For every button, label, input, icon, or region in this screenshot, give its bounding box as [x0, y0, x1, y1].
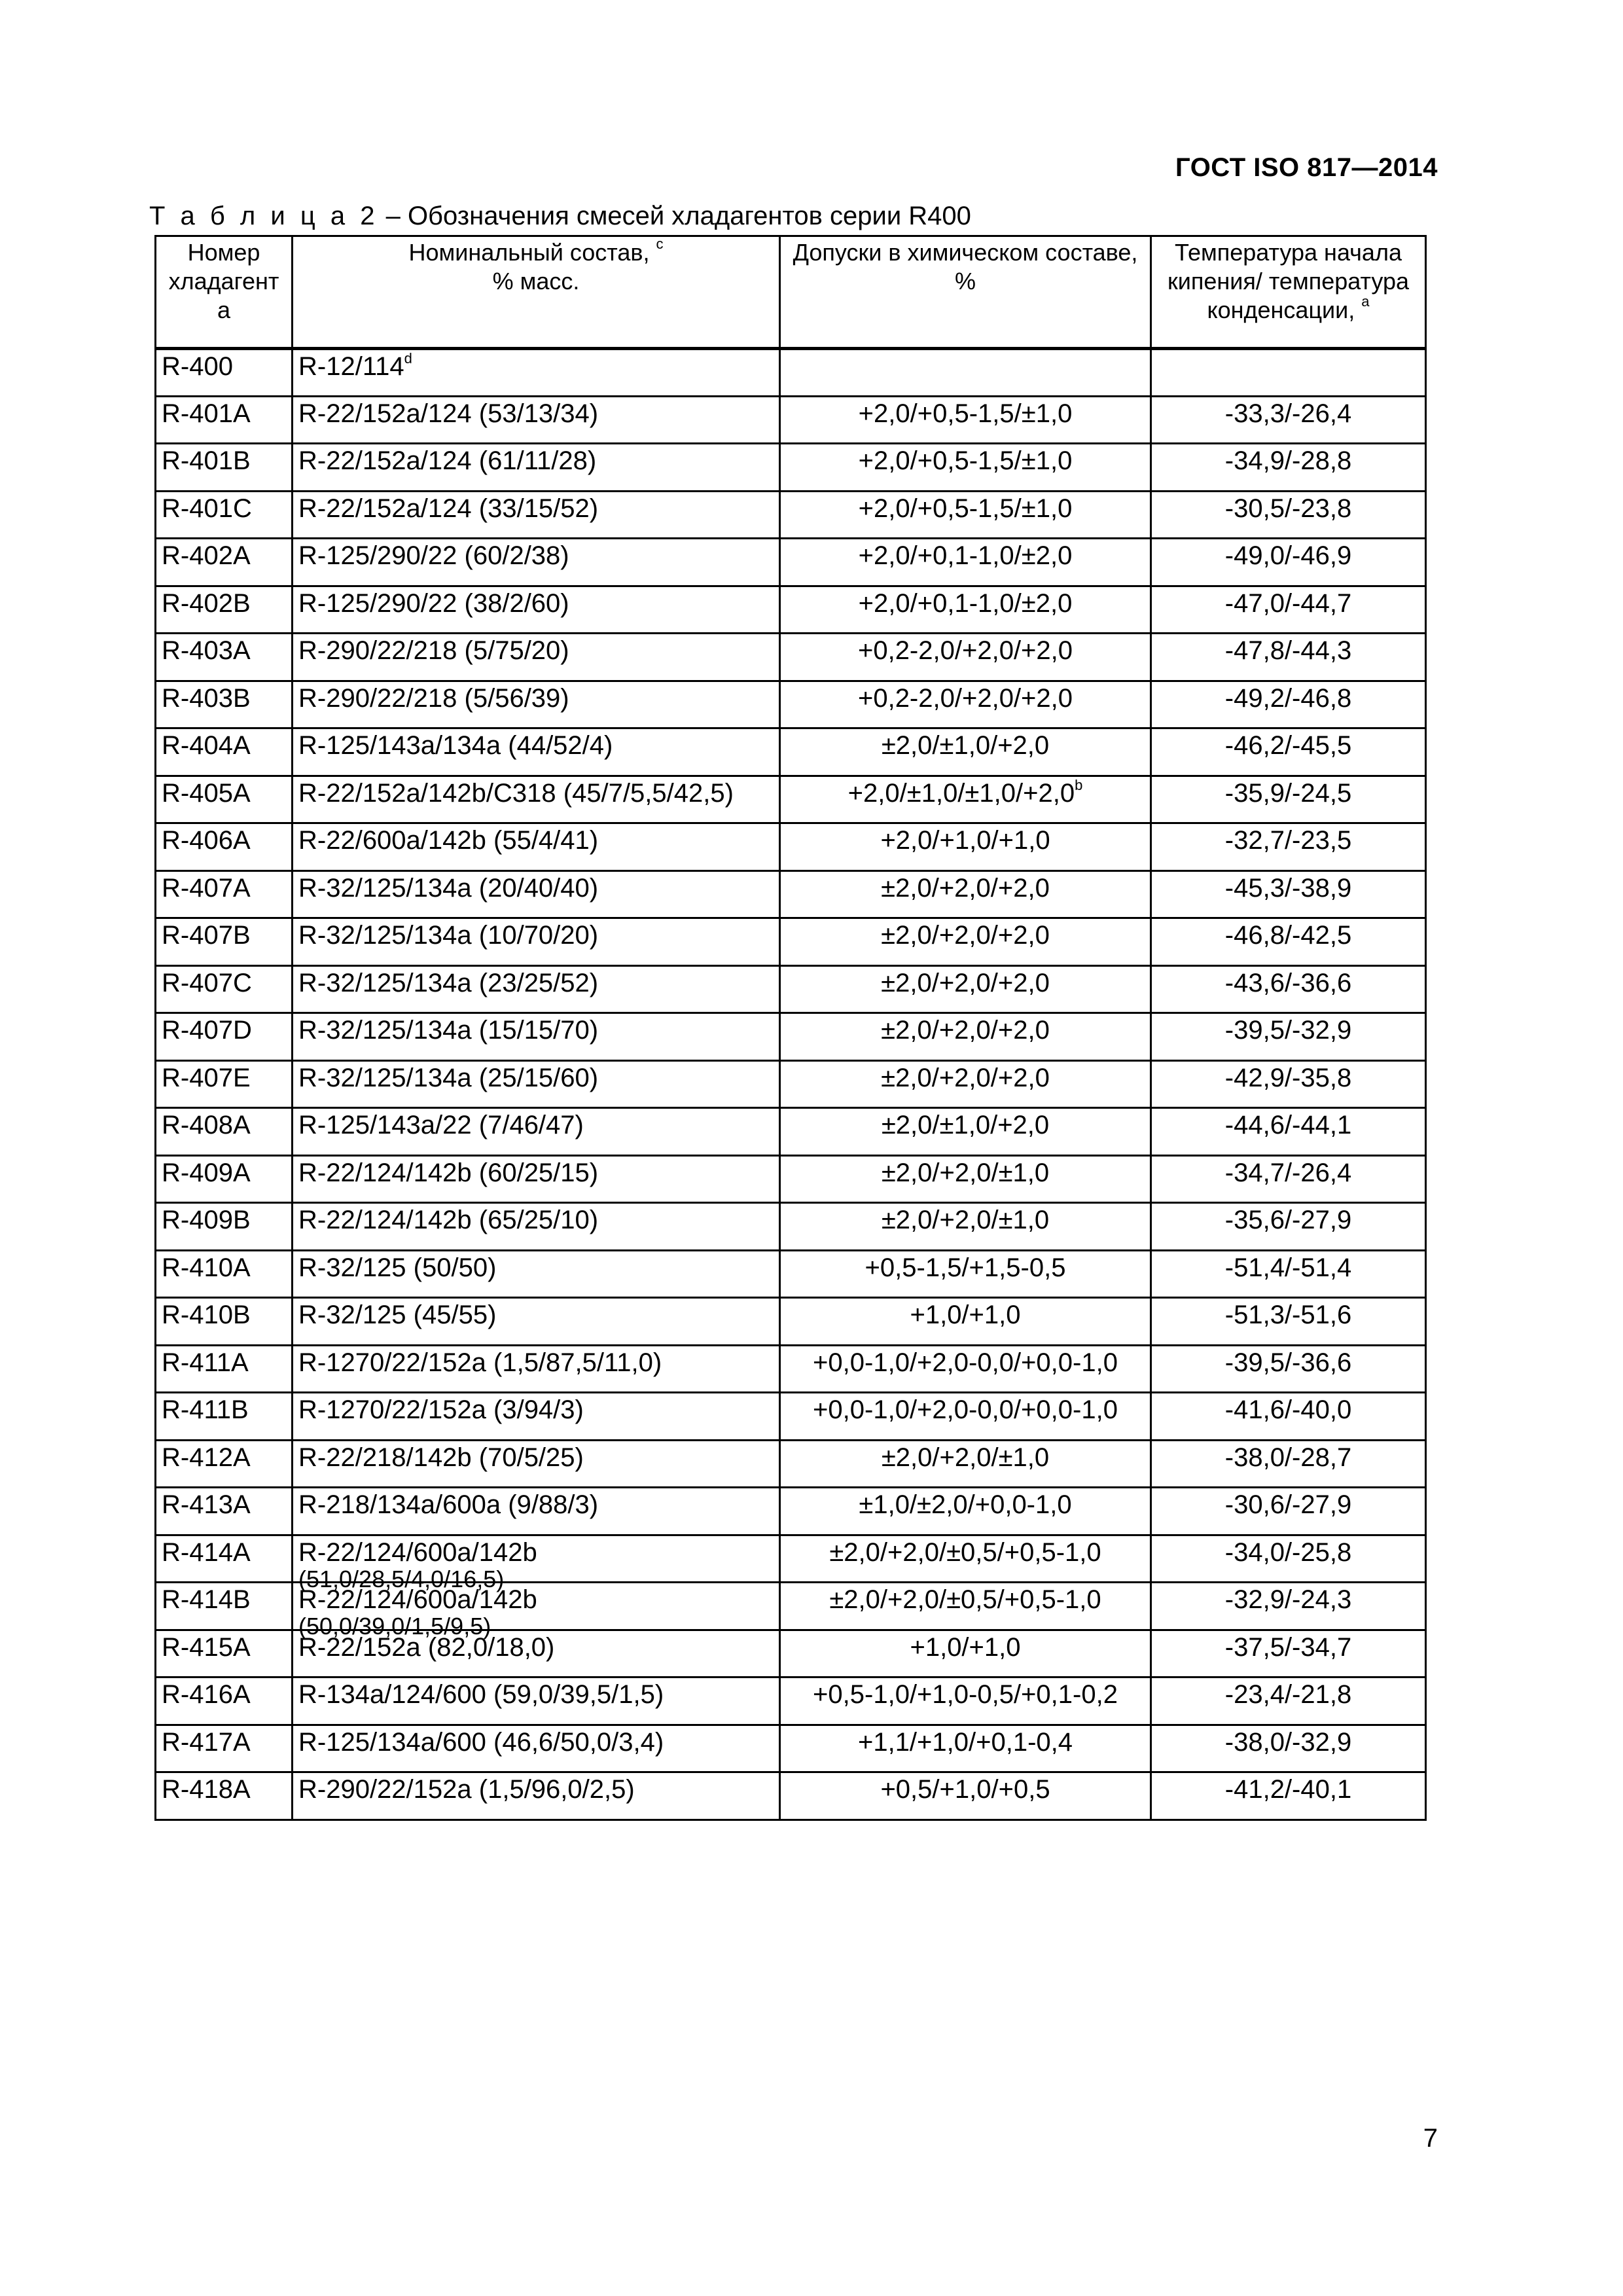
- tolerance-text: +0,2-2,0/+2,0/+2,0: [857, 683, 1073, 713]
- table-row: [156, 1393, 1426, 1441]
- table-row: [156, 491, 1426, 539]
- cell-tolerance: [780, 918, 1151, 966]
- cell-temperature: -32,7/-23,5: [1151, 823, 1426, 871]
- cell-tolerance: [780, 491, 1151, 539]
- tolerance-text: ±2,0/+2,0/±0,5/+0,5-1,0: [829, 1585, 1101, 1614]
- tolerance-text: ±2,0/+2,0/+2,0: [881, 873, 1050, 903]
- cell-tolerance: [780, 728, 1151, 776]
- table-caption-label: Т а б л и ц а 2: [149, 202, 379, 230]
- cell-composition: [293, 1203, 780, 1251]
- tolerance-text: ±2,0/+2,0/±1,0: [881, 1206, 1050, 1234]
- cell-tolerance: [780, 1250, 1151, 1298]
- cell-temperature: -23,4/-21,8: [1151, 1677, 1426, 1725]
- header-temperature-note: a: [1361, 293, 1370, 310]
- header-temperature: [1151, 236, 1426, 349]
- tolerance-text: +0,0-1,0/+2,0-0,0/+0,0-1,0: [813, 1348, 1118, 1377]
- cell-number: R-407D: [156, 1013, 293, 1061]
- table-row: [156, 1250, 1426, 1298]
- cell-composition: [293, 634, 780, 681]
- tolerance-text: +2,0/+0,5-1,5/±1,0: [858, 493, 1073, 523]
- cell-number: R-401A: [156, 396, 293, 444]
- cell-number: R-403B: [156, 681, 293, 728]
- table-row: [156, 1488, 1426, 1535]
- cell-composition: [293, 491, 780, 539]
- tolerance-text: +0,5/+1,0/+0,5: [880, 1775, 1050, 1804]
- composition-text: R-22/152a/124 (61/11/28): [298, 446, 597, 475]
- cell-number: R-417A: [156, 1725, 293, 1772]
- cell-temperature: -34,0/-25,8: [1151, 1535, 1426, 1583]
- cell-composition: [293, 1060, 780, 1108]
- tolerance-text: ±2,0/+2,0/+2,0: [881, 921, 1050, 950]
- cell-composition: [293, 539, 780, 586]
- cell-tolerance: [780, 396, 1151, 444]
- cell-tolerance: [780, 776, 1151, 823]
- composition-text: R-32/125/134a (15/15/70): [298, 1016, 599, 1045]
- composition-text: R-22/152a (82,0/18,0): [298, 1632, 555, 1662]
- cell-temperature: -51,3/-51,6: [1151, 1298, 1426, 1346]
- cell-temperature: -30,5/-23,8: [1151, 491, 1426, 539]
- cell-temperature: -34,9/-28,8: [1151, 444, 1426, 492]
- composition-text: R-32/125/134a (25/15/60): [298, 1063, 599, 1092]
- table-header-row: [156, 236, 1426, 349]
- tolerance-text: ±2,0/±1,0/+2,0: [881, 1111, 1050, 1139]
- tolerance-text: +2,0/±1,0/±1,0/+2,0: [847, 778, 1075, 808]
- cell-number: R-409B: [156, 1203, 293, 1251]
- table-row: [156, 539, 1426, 586]
- header-number-label: Номер хладагент а: [168, 239, 279, 323]
- table-row: [156, 918, 1426, 966]
- table-row: [156, 1725, 1426, 1772]
- table-row: [156, 728, 1426, 776]
- cell-number: R-406A: [156, 823, 293, 871]
- table-row: [156, 870, 1426, 918]
- composition-text: R-32/125/134a (20/40/40): [298, 873, 599, 903]
- tolerance-text: +0,5-1,0/+1,0-0,5/+0,1-0,2: [813, 1680, 1118, 1709]
- composition-text: R-32/125 (50/50): [298, 1253, 497, 1282]
- cell-tolerance: [780, 634, 1151, 681]
- cell-tolerance: [780, 1060, 1151, 1108]
- cell-number: R-404A: [156, 728, 293, 776]
- cell-tolerance: [780, 1013, 1151, 1061]
- composition-text: R-125/290/22 (38/2/60): [298, 588, 569, 618]
- cell-composition: [293, 823, 780, 871]
- header-temperature-label: Температура начала кипения/ температура конденсации,: [1167, 239, 1410, 323]
- cell-temperature: -38,0/-32,9: [1151, 1725, 1426, 1772]
- composition-text: R-22/124/600a/142b: [298, 1537, 537, 1567]
- table-row: [156, 681, 1426, 728]
- table-row: [156, 1060, 1426, 1108]
- header-composition-note: c: [656, 236, 664, 252]
- cell-tolerance: [780, 1155, 1151, 1203]
- table-row: [156, 1298, 1426, 1346]
- cell-number: R-414A: [156, 1535, 293, 1583]
- cell-number: R-418A: [156, 1772, 293, 1820]
- cell-temperature: -38,0/-28,7: [1151, 1440, 1426, 1488]
- cell-temperature: -47,8/-44,3: [1151, 634, 1426, 681]
- cell-temperature: -46,2/-45,5: [1151, 728, 1426, 776]
- tolerance-text: +2,0/+0,1-1,0/±2,0: [858, 541, 1073, 570]
- cell-temperature: -41,2/-40,1: [1151, 1772, 1426, 1820]
- table-row: [156, 1345, 1426, 1393]
- cell-tolerance: [780, 1108, 1151, 1156]
- tolerance-text: +1,1/+1,0/+0,1-0,4: [857, 1727, 1073, 1757]
- table-row: [156, 1203, 1426, 1251]
- cell-number: R-410A: [156, 1250, 293, 1298]
- cell-number: R-407E: [156, 1060, 293, 1108]
- composition-text: R-290/22/218 (5/56/39): [298, 683, 569, 713]
- composition-text: R-125/143a/22 (7/46/47): [298, 1111, 584, 1139]
- table-row: [156, 776, 1426, 823]
- cell-composition: [293, 349, 780, 397]
- cell-composition: [293, 396, 780, 444]
- composition-text: R-218/134a/600a (9/88/3): [298, 1490, 599, 1519]
- cell-composition: [293, 1250, 780, 1298]
- tolerance-text: ±2,0/+2,0/+2,0: [881, 1016, 1050, 1045]
- cell-number: R-407B: [156, 918, 293, 966]
- cell-composition: [293, 1345, 780, 1393]
- cell-tolerance: [780, 1677, 1151, 1725]
- tolerance-text: ±2,0/+2,0/+2,0: [881, 1063, 1050, 1092]
- cell-composition: [293, 1155, 780, 1203]
- cell-temperature: -42,9/-35,8: [1151, 1060, 1426, 1108]
- composition-text: R-125/290/22 (60/2/38): [298, 541, 569, 570]
- tolerance-text: ±2,0/±1,0/+2,0: [881, 731, 1050, 760]
- cell-temperature: -34,7/-26,4: [1151, 1155, 1426, 1203]
- composition-text: R-125/143a/134a (44/52/4): [298, 731, 613, 760]
- cell-number: R-412A: [156, 1440, 293, 1488]
- tolerance-text: +2,0/+0,5-1,5/±1,0: [858, 446, 1073, 475]
- cell-temperature: -45,3/-38,9: [1151, 870, 1426, 918]
- cell-composition: [293, 918, 780, 966]
- cell-composition: [293, 965, 780, 1013]
- table-row: [156, 1155, 1426, 1203]
- tolerance-text: ±2,0/+2,0/±0,5/+0,5-1,0: [829, 1537, 1101, 1567]
- composition-text: R-22/152a/124 (53/13/34): [298, 399, 599, 428]
- cell-number: R-402B: [156, 586, 293, 634]
- cell-composition: [293, 1440, 780, 1488]
- composition-text: R-32/125 (45/55): [298, 1300, 497, 1329]
- table-row: [156, 444, 1426, 492]
- cell-tolerance: [780, 1393, 1151, 1441]
- cell-tolerance: [780, 1535, 1151, 1583]
- cell-composition: [293, 776, 780, 823]
- cell-number: R-405A: [156, 776, 293, 823]
- table-row: [156, 1440, 1426, 1488]
- tolerance-text: +0,0-1,0/+2,0-0,0/+0,0-1,0: [813, 1395, 1118, 1424]
- composition-text: R-290/22/218 (5/75/20): [298, 636, 569, 665]
- tolerance-text: ±2,0/+2,0/±1,0: [881, 1158, 1050, 1187]
- table-row: [156, 1583, 1426, 1630]
- cell-composition: [293, 1725, 780, 1772]
- composition-text: R-22/218/142b (70/5/25): [298, 1443, 584, 1472]
- table-row: [156, 586, 1426, 634]
- composition-text: R-1270/22/152a (1,5/87,5/11,0): [298, 1348, 662, 1377]
- header-composition: [293, 236, 780, 349]
- table-row: [156, 823, 1426, 871]
- tolerance-text: +2,0/+0,1-1,0/±2,0: [858, 588, 1073, 618]
- table-row: [156, 396, 1426, 444]
- composition-text: R-12/114: [298, 352, 404, 381]
- cell-temperature: -43,6/-36,6: [1151, 965, 1426, 1013]
- cell-composition: [293, 1393, 780, 1441]
- cell-number: R-400: [156, 349, 293, 397]
- table-row: [156, 634, 1426, 681]
- tolerance-text: +2,0/+1,0/+1,0: [880, 826, 1050, 855]
- cell-composition: [293, 1108, 780, 1156]
- cell-composition: [293, 444, 780, 492]
- cell-number: R-415A: [156, 1630, 293, 1677]
- composition-clipped-line: (50,0/39,0/1,5/9,5): [298, 1613, 491, 1640]
- cell-temperature: -37,5/-34,7: [1151, 1630, 1426, 1677]
- cell-number: R-413A: [156, 1488, 293, 1535]
- cell-tolerance: [780, 1298, 1151, 1346]
- cell-temperature: -51,4/-51,4: [1151, 1250, 1426, 1298]
- tolerance-text: +0,5-1,5/+1,5-0,5: [865, 1253, 1066, 1282]
- table-row: [156, 1630, 1426, 1677]
- cell-temperature: -49,2/-46,8: [1151, 681, 1426, 728]
- cell-number: R-411A: [156, 1345, 293, 1393]
- cell-composition: [293, 1677, 780, 1725]
- cell-temperature: -41,6/-40,0: [1151, 1393, 1426, 1441]
- tolerance-footnote: b: [1075, 776, 1083, 793]
- cell-temperature: -44,6/-44,1: [1151, 1108, 1426, 1156]
- cell-tolerance: [780, 586, 1151, 634]
- cell-tolerance: [780, 870, 1151, 918]
- cell-number: R-403A: [156, 634, 293, 681]
- composition-text: R-125/134a/600 (46,6/50,0/3,4): [298, 1727, 664, 1757]
- header-number: [156, 236, 293, 349]
- cell-temperature: -35,6/-27,9: [1151, 1203, 1426, 1251]
- cell-temperature: -39,5/-36,6: [1151, 1345, 1426, 1393]
- cell-composition: [293, 1772, 780, 1820]
- table-row: [156, 1108, 1426, 1156]
- cell-temperature: -35,9/-24,5: [1151, 776, 1426, 823]
- cell-number: R-402A: [156, 539, 293, 586]
- cell-composition: [293, 1013, 780, 1061]
- cell-temperature: -39,5/-32,9: [1151, 1013, 1426, 1061]
- composition-text: R-32/125/134a (10/70/20): [298, 921, 599, 950]
- cell-temperature: [1151, 349, 1426, 397]
- table-row: [156, 349, 1426, 397]
- cell-number: R-401C: [156, 491, 293, 539]
- cell-temperature: -49,0/-46,9: [1151, 539, 1426, 586]
- table-caption: [149, 202, 971, 231]
- cell-composition: [293, 870, 780, 918]
- cell-composition: [293, 586, 780, 634]
- table-body: [156, 349, 1426, 1820]
- cell-number: R-407A: [156, 870, 293, 918]
- cell-temperature: -47,0/-44,7: [1151, 586, 1426, 634]
- cell-composition: [293, 728, 780, 776]
- table-row: [156, 1535, 1426, 1583]
- tolerance-text: ±1,0/±2,0/+0,0-1,0: [859, 1490, 1072, 1519]
- tolerance-text: ±2,0/+2,0/±1,0: [881, 1443, 1050, 1472]
- cell-number: R-416A: [156, 1677, 293, 1725]
- cell-temperature: -33,3/-26,4: [1151, 396, 1426, 444]
- tolerance-text: +0,2-2,0/+2,0/+2,0: [857, 636, 1073, 665]
- cell-composition: [293, 1535, 780, 1592]
- header-composition-label: Номинальный состав,: [408, 239, 650, 266]
- cell-composition: [293, 1630, 780, 1677]
- cell-tolerance: [780, 444, 1151, 492]
- composition-text: R-22/124/600a/142b: [298, 1585, 537, 1614]
- cell-temperature: -46,8/-42,5: [1151, 918, 1426, 966]
- composition-text: R-32/125/134a (23/25/52): [298, 968, 599, 997]
- table-row: [156, 1772, 1426, 1820]
- header-tolerance-label: Допуски в химическом составе,: [793, 239, 1138, 266]
- composition-text: R-22/124/142b (65/25/10): [298, 1206, 599, 1234]
- composition-clipped-line: (51,0/28,5/4,0/16,5): [298, 1565, 505, 1592]
- cell-composition: [293, 1298, 780, 1346]
- cell-number: R-410B: [156, 1298, 293, 1346]
- cell-number: R-411B: [156, 1393, 293, 1441]
- tolerance-text: ±2,0/+2,0/+2,0: [881, 968, 1050, 997]
- composition-text: R-22/600a/142b (55/4/41): [298, 826, 599, 855]
- cell-temperature: -30,6/-27,9: [1151, 1488, 1426, 1535]
- tolerance-text: +1,0/+1,0: [910, 1300, 1021, 1329]
- cell-composition: [293, 1583, 780, 1640]
- cell-tolerance: [780, 1488, 1151, 1535]
- cell-tolerance: [780, 965, 1151, 1013]
- cell-number: R-408A: [156, 1108, 293, 1156]
- table-row: [156, 1677, 1426, 1725]
- table-row: [156, 1013, 1426, 1061]
- composition-text: R-22/152a/124 (33/15/52): [298, 493, 599, 523]
- header-composition-unit: % масс.: [492, 268, 580, 295]
- cell-tolerance: [780, 1630, 1151, 1677]
- cell-number: R-414B: [156, 1583, 293, 1630]
- cell-tolerance: [780, 1203, 1151, 1251]
- composition-text: R-134a/124/600 (59,0/39,5/1,5): [298, 1680, 664, 1709]
- cell-tolerance: [780, 539, 1151, 586]
- composition-footnote: d: [404, 350, 412, 367]
- cell-tolerance: [780, 349, 1151, 397]
- cell-number: R-401B: [156, 444, 293, 492]
- cell-tolerance: [780, 823, 1151, 871]
- cell-number: R-409A: [156, 1155, 293, 1203]
- cell-tolerance: [780, 1345, 1151, 1393]
- refrigerant-table: [154, 235, 1427, 1821]
- composition-text: R-22/152a/142b/C318 (45/7/5,5/42,5): [298, 778, 734, 808]
- composition-text: R-22/124/142b (60/25/15): [298, 1158, 599, 1187]
- tolerance-text: +1,0/+1,0: [910, 1632, 1021, 1662]
- cell-tolerance: [780, 681, 1151, 728]
- cell-composition: [293, 1488, 780, 1535]
- cell-tolerance: [780, 1772, 1151, 1820]
- table-caption-text: – Обозначения смесей хладагентов серии R400: [378, 202, 971, 230]
- tolerance-text: +2,0/+0,5-1,5/±1,0: [858, 399, 1073, 428]
- cell-tolerance: [780, 1440, 1151, 1488]
- composition-text: R-290/22/152a (1,5/96,0/2,5): [298, 1775, 635, 1804]
- header-tolerance-unit: %: [954, 268, 976, 295]
- page-number: 7: [1423, 2124, 1438, 2153]
- cell-tolerance: [780, 1583, 1151, 1630]
- cell-tolerance: [780, 1725, 1151, 1772]
- composition-text: R-1270/22/152a (3/94/3): [298, 1395, 584, 1424]
- header-tolerance: [780, 236, 1151, 349]
- cell-temperature: -32,9/-24,3: [1151, 1583, 1426, 1630]
- cell-composition: [293, 681, 780, 728]
- table-row: [156, 965, 1426, 1013]
- document-header: ГОСТ ISO 817—2014: [1175, 153, 1438, 182]
- cell-number: R-407C: [156, 965, 293, 1013]
